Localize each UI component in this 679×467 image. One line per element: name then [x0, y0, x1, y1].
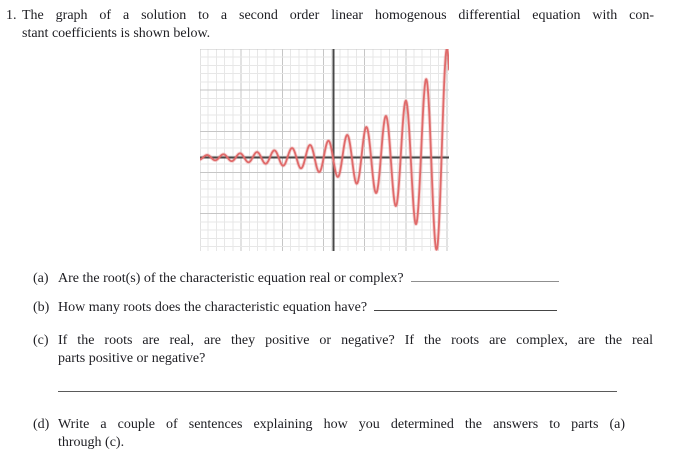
question-d-text [58, 416, 625, 452]
question-c [33, 332, 655, 368]
problem-statement-line2: stant coefficients is shown below. [22, 26, 211, 41]
question-d-line2: through (c). [58, 435, 125, 450]
question-d [33, 416, 627, 452]
question-c-line1: If the roots are real, are they positive or negative? If the roots are complex, are the real [58, 333, 653, 348]
question-d-label: (d) [33, 417, 50, 432]
question-a-text: Are the root(s) of the characteristic equation real or complex? [58, 270, 559, 288]
question-d-line1: Write a couple of sentences explaining how you determined the answers to parts (a) [58, 417, 625, 432]
problem-number: 1. [6, 8, 17, 23]
answer-blank-b [374, 305, 557, 311]
question-c-line2: parts positive or negative? [58, 351, 206, 366]
solution-graph [200, 49, 449, 251]
question-b [33, 299, 633, 317]
question-b-text: How many roots does the characteristic equation have? [58, 299, 557, 317]
question-a [33, 270, 633, 288]
question-c-label: (c) [33, 333, 49, 348]
answer-blank-a [411, 276, 559, 282]
answer-blank-c [58, 391, 617, 392]
question-b-label: (b) [33, 300, 50, 315]
problem-statement [22, 7, 654, 43]
problem-statement-line1: The graph of a solution to a second order linear homogenous differential equation with con- [22, 8, 654, 23]
graph-canvas [200, 49, 449, 251]
question-a-label: (a) [33, 271, 49, 286]
question-c-text [58, 332, 653, 368]
